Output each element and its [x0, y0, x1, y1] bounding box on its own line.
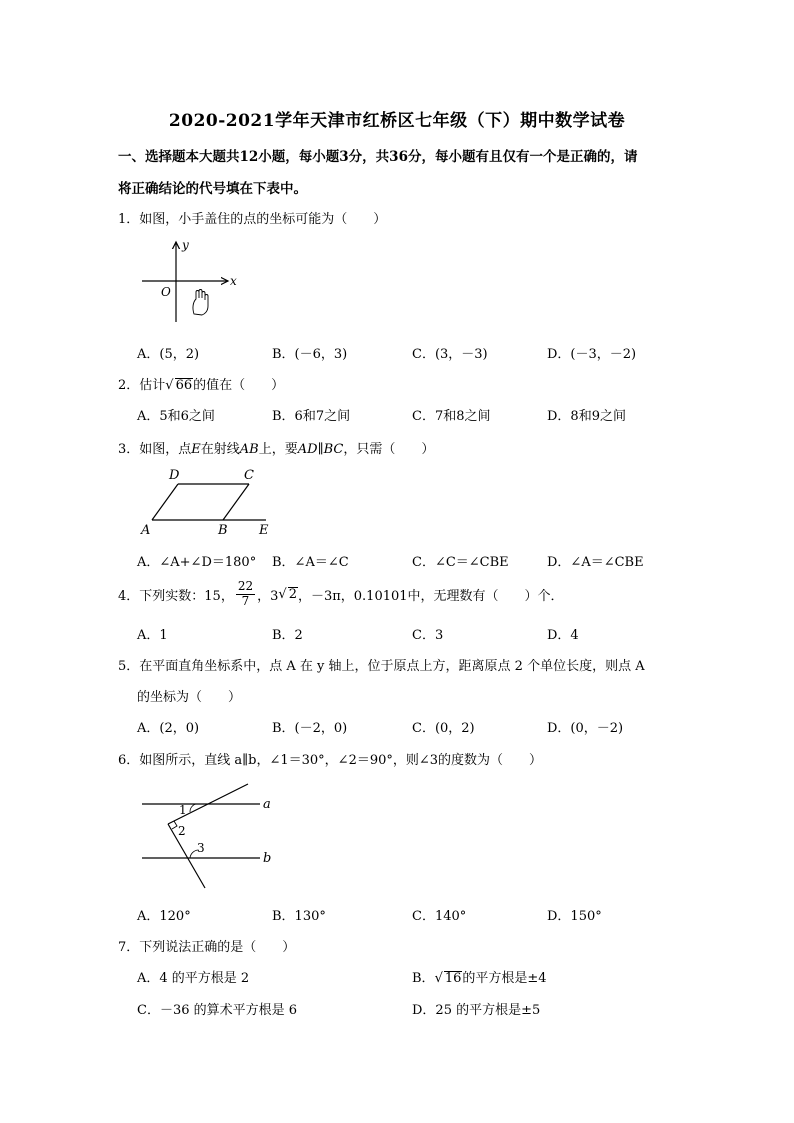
- label-a: A: [141, 523, 151, 538]
- q3-option-b[interactable]: B．∠A＝∠C: [272, 555, 349, 570]
- angle-3-label: 3: [197, 841, 205, 855]
- q2-prefix: 2．估计: [118, 378, 166, 393]
- label-c: C: [244, 468, 254, 483]
- segment-cb: [223, 484, 249, 520]
- q6-option-c[interactable]: C．140°: [412, 909, 467, 924]
- q4-text-part2: ，3: [257, 588, 279, 604]
- question-4-text: [118, 578, 564, 610]
- q6-option-a[interactable]: A．120°: [137, 909, 191, 924]
- label-d: D: [169, 468, 180, 483]
- q4-radicand: 2: [288, 586, 297, 602]
- q3-var-ab: AB: [239, 442, 259, 457]
- question-7-text: 7．下列说法正确的是（ ）: [118, 940, 296, 955]
- q7-option-b[interactable]: [412, 967, 547, 986]
- q1-option-c[interactable]: C．(3，－3): [412, 347, 488, 362]
- q3-option-a[interactable]: A．∠A+∠D＝180°: [137, 555, 257, 570]
- q3-text-part2: 在射线: [200, 442, 240, 457]
- q2-option-d[interactable]: D．8和9之间: [547, 409, 626, 424]
- q3-var-e: E: [191, 442, 201, 457]
- q3-parallelogram-figure: [138, 466, 278, 538]
- q5-option-c[interactable]: C．(0，2): [412, 721, 475, 736]
- hand-icon: [193, 290, 208, 316]
- question-2-text: [118, 374, 284, 393]
- q2-option-b[interactable]: B．6和7之间: [272, 409, 351, 424]
- q5-option-d[interactable]: D．(0，－2): [547, 721, 624, 736]
- q3-option-d[interactable]: D．∠A＝∠CBE: [547, 555, 644, 570]
- transversal-lower: [168, 824, 205, 888]
- q3-option-c[interactable]: C．∠C＝∠CBE: [412, 555, 509, 570]
- q1-coordinate-figure: [138, 236, 248, 328]
- line-b-label: b: [263, 851, 272, 866]
- label-e: E: [259, 523, 269, 538]
- q2-radicand: 66: [175, 378, 193, 393]
- question-1-text: 1．如图，小手盖住的点的坐标可能为（ ）: [118, 212, 387, 227]
- q6-option-d[interactable]: D．150°: [547, 909, 602, 924]
- section-heading-line2: 将正确结论的代号填在下表中。: [118, 181, 307, 197]
- fraction-denominator: 7: [241, 593, 250, 608]
- q2-suffix: 的值在（ ）: [193, 378, 285, 393]
- q3-text-part1: 3．如图，点: [118, 442, 192, 457]
- q4-text-part3: ，－3π，0.10101中，无理数有（ ）个．: [297, 588, 564, 604]
- fraction-22-7: [236, 580, 255, 609]
- q7-option-b-prefix: B．: [412, 971, 435, 986]
- q4-option-b[interactable]: B．2: [272, 628, 303, 643]
- angle-1-label: 1: [179, 803, 187, 817]
- q7-option-c[interactable]: C．－36 的算术平方根是 6: [137, 1003, 298, 1018]
- q1-option-a[interactable]: A．(5，2): [137, 347, 200, 362]
- q7-option-b-suffix: 的平方根是±4: [462, 971, 547, 986]
- q4-option-a[interactable]: A．1: [137, 628, 168, 643]
- question-3-text: [118, 438, 434, 457]
- sqrt-symbol: √: [165, 378, 174, 393]
- y-axis-label: y: [182, 238, 189, 252]
- question-5-line1: 5．在平面直角坐标系中，点 A 在 y 轴上，位于原点上方，距离原点 2 个单位长度，则点 A: [118, 659, 645, 674]
- q5-option-b[interactable]: B．(－2，0): [272, 721, 348, 736]
- q6-parallel-lines-figure: [138, 778, 283, 894]
- label-b: B: [218, 523, 228, 538]
- x-axis-label: x: [230, 274, 237, 288]
- segment-ad: [152, 484, 178, 520]
- q7-option-b-radicand: 16: [444, 971, 462, 986]
- q6-option-b[interactable]: B．130°: [272, 909, 326, 924]
- q1-option-d[interactable]: D．(－3，－2): [547, 347, 637, 362]
- q7-option-a[interactable]: A．4 的平方根是 2: [137, 971, 250, 986]
- sqrt-symbol: √: [434, 971, 443, 986]
- page-title: 2020-2021学年天津市红桥区七年级（下）期中数学试卷: [168, 111, 626, 131]
- q4-text-part1: 4．下列实数：15，: [118, 588, 234, 604]
- q3-var-adbc: AD∥BC: [297, 442, 344, 457]
- angle-2-label: 2: [178, 824, 186, 838]
- q3-text-part4: ，只需（ ）: [343, 442, 435, 457]
- q4-option-d[interactable]: D．4: [547, 628, 579, 643]
- q2-option-c[interactable]: C．7和8之间: [412, 409, 491, 424]
- question-6-text: 6．如图所示，直线 a∥b，∠1＝30°，∠2＝90°，则∠3的度数为（ ）: [118, 753, 543, 768]
- q1-option-b[interactable]: B．(－6，3): [272, 347, 348, 362]
- sqrt-symbol: √: [278, 586, 287, 602]
- section-heading-line1: 一、选择题本大题共12小题，每小题3分，共36分，每小题有且仅有一个是正确的，请: [118, 149, 638, 165]
- q2-option-a[interactable]: A．5和6之间: [137, 409, 215, 424]
- origin-label: O: [161, 285, 171, 299]
- q5-option-a[interactable]: A．(2，0): [137, 721, 200, 736]
- question-5-line2: 的坐标为（ ）: [137, 690, 242, 705]
- q3-text-part3: 上，要: [258, 442, 298, 457]
- q4-option-c[interactable]: C．3: [412, 628, 444, 643]
- q7-option-d[interactable]: D．25 的平方根是±5: [412, 1003, 541, 1018]
- fraction-numerator: 22: [237, 578, 254, 593]
- line-a-label: a: [263, 797, 271, 812]
